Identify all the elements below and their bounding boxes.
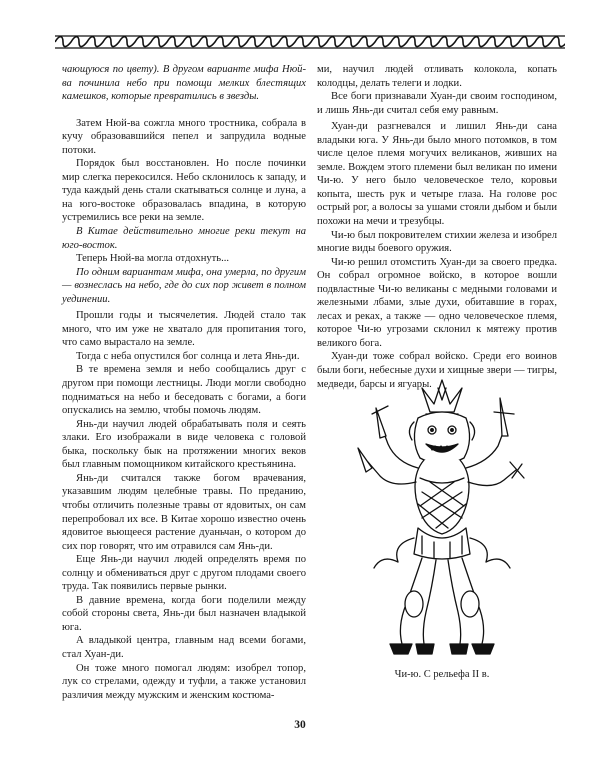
paragraph: Янь-ди считался также богом врачевания, указавшим людям целебные травы. По преданию, чтобы отличить полезные травы от ядовитых, он сам перепробовал их все. В Китае хорошо известно очень ядовитое вьющееся растение дуаньчан, о котором до сих пор говорят, что им отравился сам Янь-ди. — [62, 472, 306, 552]
paragraph: Чи-ю решил отомстить Хуан-ди за своего предка. Он собрал огромное войско, в которое вошли подвластные Чи-ю великаны с медными головами и железными лбами, злые духи, обитавшие в горах, лесах и реках, а также — одно человеческое племя, которое Чи-ю угрозами склонил к мятежу против великого бога. — [317, 256, 557, 349]
figure-caption: Чи-ю. С рельефа II в. — [394, 669, 490, 680]
paragraph: Теперь Нюй-ва могла отдохнуть... — [76, 253, 230, 265]
paragraph: Затем Нюй-ва сожгла много тростника, собрала в кучу образовавшийся пепел и запрудила водные потоки. — [62, 117, 306, 156]
paragraph: Чи-ю был покровителем стихии железа и изобрел многие виды боевого оружия. — [317, 229, 557, 255]
paragraph: Все боги признавали Хуан-ди своим господином, и лишь Янь-ди считал себя ему равным. — [317, 91, 557, 116]
paragraph: Тогда с неба опустился бог солнца и лета Янь-ди. — [76, 350, 300, 362]
paragraph: ми, научил людей отливать колокола, копать колодцы, делать телеги и лодки. — [317, 64, 557, 89]
paragraph: Прошли годы и тысячелетия. Людей стало так много, что им уже не хватало для пропитания того, что само вырастало на земле. — [62, 310, 306, 349]
paragraph: Порядок был восстановлен. Но после починки мир слегка перекосился. Небо склонилось к западу, и туда каждый день стали скатываться солнце и луна, а на юго-востоке образовалась впадина, в которую устремились все реки на земле. — [62, 158, 306, 224]
left-text-column — [62, 63, 306, 702]
paragraph: А владыкой центра, главным над всеми богами, стал Хуан-ди. — [62, 635, 306, 660]
paragraph: В давние времена, когда боги поделили между собой стороны света, Янь-ди был назначен владыкой юга. — [62, 594, 306, 633]
paragraph: Янь-ди научил людей обрабатывать поля и сеять злаки. Его изображали в виде человека с головой быка, поскольку бык на протяжении многих веков был главным помощником китайского крестьянина. — [62, 418, 306, 471]
paragraph: По одним вариантам мифа, она умерла, по другим — вознеслась на небо, где до сих пор живет в полном уединении. — [62, 266, 306, 305]
paragraph: чающуюся по цвету). В другом варианте мифа Нюй-ва починила небо при помощи мелких блестящих камешков, которые превратились в звезды. — [62, 64, 306, 103]
paragraph: Хуан-ди разгневался и лишил Янь-ди сана владыки юга. У Янь-ди было много потомков, в том числе целое племя могучих великанов, живших на земле. Вождем этого племени был великан по имени Чи-ю. У него было человеческое тело, коровьи копыта, шесть рук и четыре глаза. На голове рос острый рог, а волосы за ушами стояли дыбом и были похожи на мечи и трезубцы. — [317, 121, 557, 228]
paragraph: В Китае действительно многие реки текут на юго-восток. — [62, 226, 306, 251]
page-number: 30 — [294, 719, 306, 731]
chi-you-relief-illustration — [352, 378, 532, 658]
paragraph: В те времена земля и небо сообщались друг с другом при помощи лестницы. Люди могли свободно подниматься на небо и беседовать с богами, а боги опускались на землю, чтобы помочь людям. — [62, 364, 306, 417]
right-text-column — [317, 63, 557, 391]
paragraph: Еще Янь-ди научил людей определять время по солнцу и обмениваться друг с другом плодами своего труда. Так появились первые рынки. — [62, 554, 306, 593]
paragraph: Он тоже много помогал людям: изобрел топор, лук со стрелами, одежду и туфли, а также установил различия между мужским и женским костюма- — [62, 662, 306, 701]
decorative-wave-border — [55, 34, 565, 50]
paragraph: Хуан-ди тоже собрал войско. Среди его воинов были боги, небесные духи и хищные звери — тигры, медведи, барсы и ягуары. — [317, 351, 557, 390]
